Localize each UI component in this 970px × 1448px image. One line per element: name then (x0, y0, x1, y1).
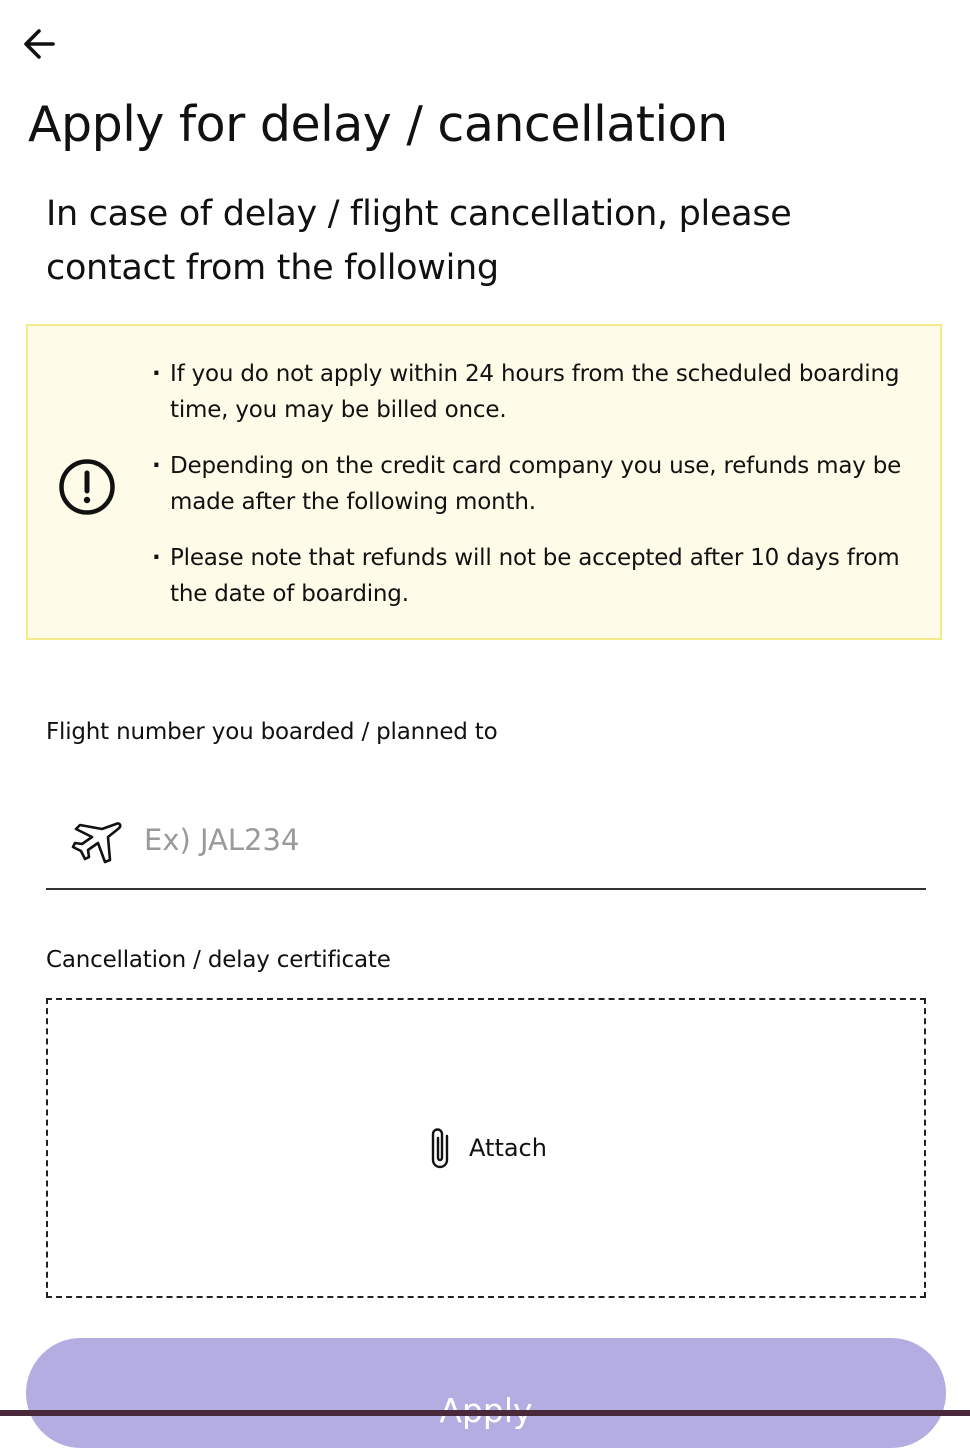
notice-list (152, 356, 922, 632)
apply-button[interactable] (26, 1338, 946, 1448)
notice-box (26, 324, 942, 640)
attach-label: Attach (469, 1134, 547, 1162)
notice-item: · Depending on the credit card company you use, refunds may be made after the following month. (152, 448, 922, 520)
back-button[interactable] (18, 22, 62, 66)
attach-dropzone[interactable] (46, 998, 926, 1298)
page-title: Apply for delay / cancellation (28, 96, 728, 153)
flight-number-field (46, 800, 926, 890)
paperclip-icon (425, 1124, 455, 1172)
intro-text: In case of delay / flight cancellation, please contact from the following (46, 194, 792, 288)
flight-number-label: Flight number you boarded / planned to (46, 719, 498, 745)
certificate-label: Cancellation / delay certificate (46, 947, 391, 973)
arrow-left-icon (22, 26, 58, 62)
bottom-bar (0, 1410, 970, 1416)
notice-item: · Please note that refunds will not be accepted after 10 days from the date of boarding. (152, 540, 922, 612)
flight-number-input[interactable] (144, 814, 904, 866)
notice-item: · If you do not apply within 24 hours from the scheduled boarding time, you may be billed once. (152, 356, 922, 428)
attach-button[interactable] (425, 1124, 547, 1172)
exclamation-circle-icon (58, 458, 116, 516)
airplane-icon (70, 820, 122, 864)
